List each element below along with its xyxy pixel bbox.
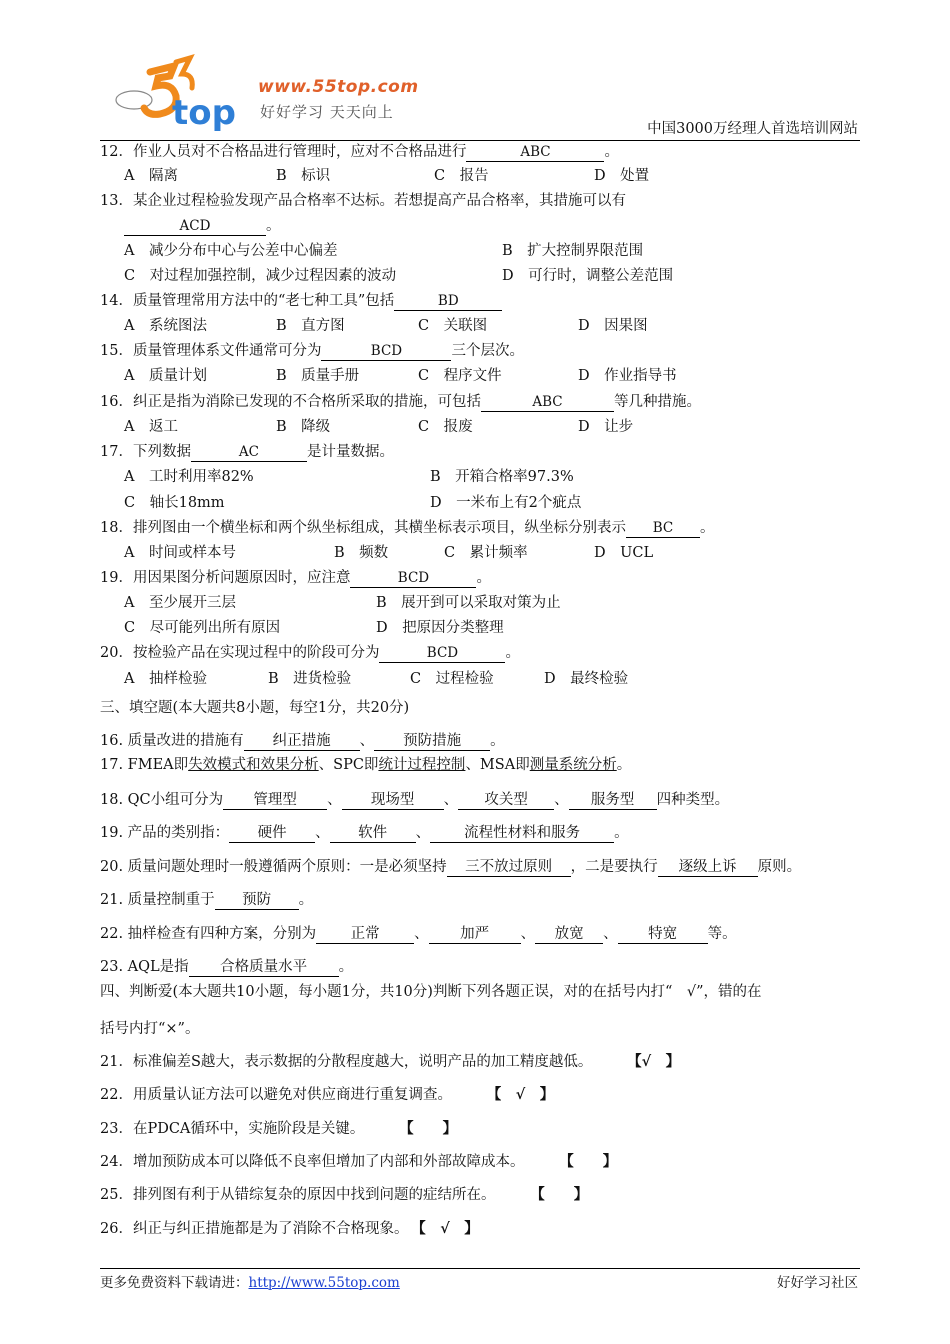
judge-mark: 【 √ 】: [418, 1220, 479, 1237]
option: C 过程检验: [410, 671, 494, 687]
answer-blank: 加严: [429, 925, 521, 944]
judge-mark: 【 】: [406, 1120, 458, 1137]
option: D 可行时，调整公差范围: [502, 268, 674, 284]
option: A 至少展开三层: [124, 595, 236, 611]
answer-blank: 正常: [316, 925, 414, 944]
section-4-title: 四、判断爱(本大题共10小题，每小题1分，共10分)判断下列各题正误，对的在括号内打“ √”，错的在: [100, 984, 762, 1000]
question-number: 17．: [100, 444, 133, 460]
option: C 尽可能列出所有原因: [124, 620, 281, 636]
answer-blank: ABC: [481, 394, 614, 412]
site-slogan: 好好学习 天天向上: [260, 103, 394, 121]
option: A 返工: [124, 419, 178, 435]
section-3-title: 三、填空题(本大题共8小题，每空1分，共20分): [100, 700, 410, 716]
option: B 频数: [334, 545, 389, 561]
option: A 隔离: [124, 168, 178, 184]
question-19: 19．用因果图分析问题原因时，应注意 BCD 。: [100, 570, 491, 586]
option: D 把原因分类整理: [376, 620, 504, 636]
answer-blank: 三不放过原则: [447, 858, 571, 877]
option: C 累计频率: [444, 545, 528, 561]
option: B 扩大控制界限范围: [502, 243, 644, 259]
option: C 程序文件: [418, 368, 502, 384]
question-stem: 用因果图分析问题原因时，应注意: [132, 570, 351, 586]
footer-left: [100, 1271, 400, 1291]
answer-blank: 纠正措施: [244, 732, 360, 751]
judge-mark: 【 √ 】: [493, 1086, 555, 1103]
fill-question-16: 16. 质量改进的措施有 纠正措施 、 预防措施 。: [100, 733, 505, 749]
answer-blank: BCD: [321, 343, 451, 361]
option: B 标识: [276, 168, 331, 184]
answer-blank: 逐级上诉: [658, 858, 758, 877]
question-number: 19．: [100, 570, 133, 586]
option: A 系统图法: [124, 318, 207, 334]
question-stem: 某企业过程检验发现产品合格率不达标。若想提高产品合格率，其措施可以有: [132, 193, 626, 209]
option: D 处置: [594, 168, 650, 184]
question-16: 16．纠正是指为消除已发现的不合格所采取的措施，可包括 ABC 等几种措施。: [100, 394, 701, 410]
answer-blank: 合格质量水平: [189, 958, 339, 977]
fill-question-21: 21. 质量控制重于 预防 。: [100, 892, 314, 908]
question-number: 12．: [100, 144, 133, 160]
footer-label: 更多免费资料下载请进：: [100, 1275, 249, 1291]
question-20: 20．按检验产品在实现过程中的阶段可分为 BCD 。: [100, 645, 520, 661]
option: D 因果图: [578, 318, 648, 334]
judge-question-21: 21．标准偏差S越大，表示数据的分散程度越大，说明产品的加工精度越低。 【√ 】: [100, 1053, 681, 1070]
judge-mark: 【 】: [566, 1153, 618, 1170]
option: D 最终检验: [544, 671, 629, 687]
footer-divider: [100, 1268, 860, 1269]
option: B 质量手册: [276, 368, 360, 384]
answer-blank: 攻关型: [458, 791, 554, 810]
option: A 时间或样本号: [124, 545, 236, 561]
option: C 报告: [434, 168, 489, 184]
question-number: 20．: [100, 645, 133, 661]
option: A 抽样检验: [124, 671, 207, 687]
fill-question-23: 23. AQL是指 合格质量水平 。: [100, 959, 354, 975]
fill-question-22: 22. 抽样检查有四种方案，分别为 正常 、 加严 、 放宽 、 特宽 等。: [100, 926, 737, 942]
question-stem: 质量管理常用方法中的“老七种工具”包括: [132, 293, 395, 309]
question-stem: 下列数据: [132, 444, 191, 460]
answer-blank: 统计过程控制: [378, 757, 466, 773]
judge-question-23: 23．在PDCA循环中，实施阶段是关键。 【 】: [100, 1120, 458, 1137]
judge-question-24: 24．增加预防成本可以降低不良率但增加了内部和外部故障成本。 【 】: [100, 1153, 618, 1170]
option: A 质量计划: [124, 368, 207, 384]
option: C 报废: [418, 419, 473, 435]
answer-blank: BCD: [350, 570, 476, 588]
option: B 展开到可以采取对策为止: [376, 595, 561, 611]
option: B 开箱合格率97.3%: [430, 469, 574, 485]
question-stem: 作业人员对不合格品进行管理时，应对不合格品进行: [132, 144, 467, 160]
answer-blank: 失效模式和效果分析: [188, 757, 319, 773]
question-number: 13．: [100, 193, 133, 209]
question-stem: 按检验产品在实现过程中的阶段可分为: [132, 645, 380, 661]
header-tagline: 中国3000万经理人首选培训网站: [647, 121, 858, 137]
question-13-answer-line: ACD 。: [124, 216, 281, 236]
footer-right: 好好学习社区: [777, 1275, 858, 1291]
answer-blank: ABC: [466, 144, 604, 162]
question-12: 12．作业人员对不合格品进行管理时，应对不合格品进行 ABC 。: [100, 144, 619, 160]
judge-mark: 【 】: [537, 1186, 589, 1203]
svg-text:top: top: [172, 93, 236, 132]
question-stem: 质量管理体系文件通常可分为: [132, 343, 322, 359]
answer-blank: BCD: [379, 645, 505, 663]
logo-graphic: [112, 52, 262, 132]
fill-question-18: 18. QC小组可分为 管理型 、 现场型 、 攻关型 、 服务型 四种类型。: [100, 792, 730, 808]
option: C 关联图: [418, 318, 488, 334]
question-15: 15．质量管理体系文件通常可分为 BCD 三个层次。: [100, 343, 524, 359]
footer-link[interactable]: http://www.55top.com: [248, 1275, 400, 1291]
option: D 作业指导书: [578, 368, 677, 384]
site-url[interactable]: www.55top.com: [258, 77, 419, 97]
question-13: [100, 191, 626, 211]
answer-blank: 软件: [330, 824, 416, 843]
answer-blank: 现场型: [342, 791, 444, 810]
judge-mark: 【√ 】: [634, 1053, 681, 1070]
section-4-title-cont: 括号内打“×”。: [100, 1021, 200, 1037]
judge-question-25: 25．排列图有利于从错综复杂的原因中找到问题的症结所在。 【 】: [100, 1186, 589, 1203]
judge-question-26: 26．纠正与纠正措施都是为了消除不合格现象。 【 √ 】: [100, 1220, 479, 1237]
option: C 对过程加强控制，减少过程因素的波动: [124, 268, 397, 284]
option: B 进货检验: [268, 671, 352, 687]
fill-question-20: 20. 质量问题处理时一般遵循两个原则：一是必须坚持 三不放过原则 ，二是要执行 逐级上诉 原则。: [100, 859, 802, 875]
answer-blank: 服务型: [569, 791, 657, 810]
answer-blank: 硬件: [229, 824, 315, 843]
answer-blank: 预防: [215, 891, 299, 910]
answer-blank: BC: [626, 520, 700, 538]
question-number: 18．: [100, 520, 133, 536]
answer-blank: 预防措施: [374, 732, 490, 751]
answer-blank: 流程性材料和服务: [430, 824, 614, 843]
judge-question-22: 22．用质量认证方法可以避免对供应商进行重复调查。 【 √ 】: [100, 1086, 555, 1103]
option: A 工时利用率82%: [124, 469, 254, 485]
option: A 减少分布中心与公差中心偏差: [124, 243, 338, 259]
question-stem: 排列图由一个横坐标和两个纵坐标组成，其横坐标表示项目，纵坐标分别表示: [132, 520, 626, 536]
answer-blank: 管理型: [223, 791, 327, 810]
answer-blank: 放宽: [535, 925, 603, 944]
question-14: [100, 291, 502, 311]
fill-question-17: 17. FMEA即失效模式和效果分析、SPC即统计过程控制、MSA即测量系统分析。: [100, 757, 632, 773]
header-divider: [100, 140, 860, 141]
answer-blank: BD: [394, 293, 502, 311]
question-number: 14．: [100, 293, 133, 309]
answer-blank: AC: [191, 444, 307, 462]
question-17: 17．下列数据 AC 是计量数据。: [100, 444, 394, 460]
option: D 一米布上有2个疵点: [430, 495, 582, 511]
question-number: 15．: [100, 343, 133, 359]
option: C 轴长18mm: [124, 495, 225, 511]
option: D UCL: [594, 545, 654, 561]
option: B 降级: [276, 419, 331, 435]
answer-blank: 特宽: [618, 925, 708, 944]
answer-blank: ACD: [124, 218, 266, 236]
answer-blank: 测量系统分析: [529, 757, 617, 773]
question-stem: 纠正是指为消除已发现的不合格所采取的措施，可包括: [132, 394, 481, 410]
option: D 让步: [578, 419, 634, 435]
question-18: 18．排列图由一个横坐标和两个纵坐标组成，其横坐标表示项目，纵坐标分别表示 BC 。: [100, 520, 715, 536]
fill-question-19: 19. 产品的类别指： 硬件 、 软件 、 流程性材料和服务 。: [100, 825, 629, 841]
question-number: 16．: [100, 394, 133, 410]
option: B 直方图: [276, 318, 345, 334]
